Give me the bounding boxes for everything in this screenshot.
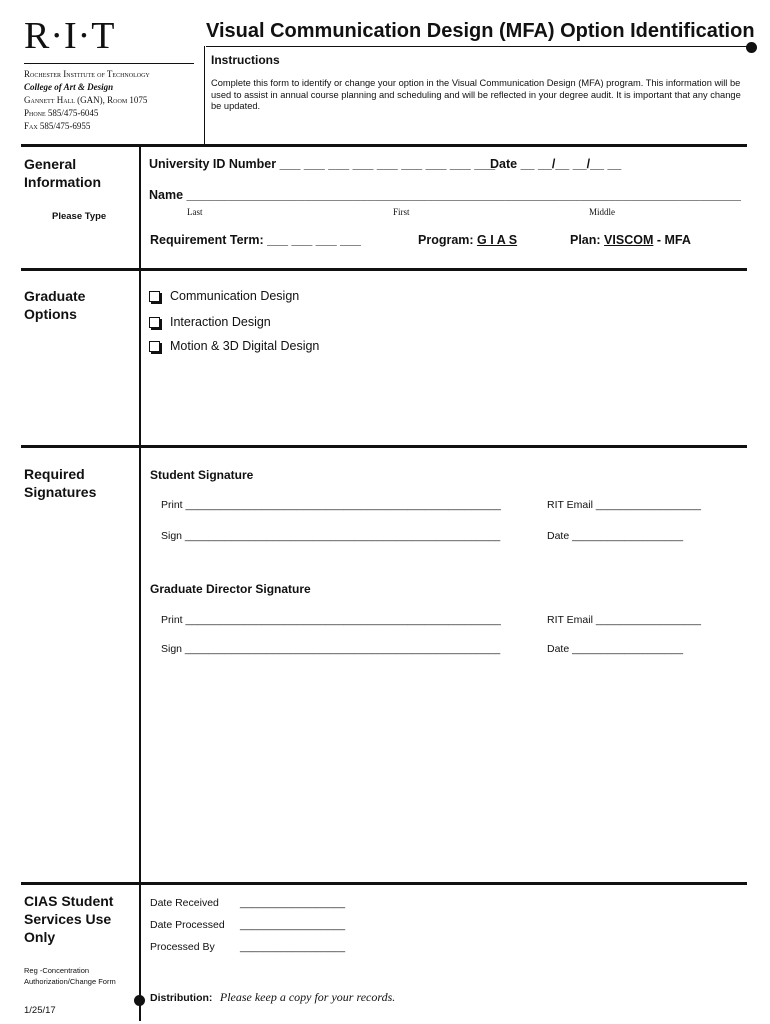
requirement-term-field[interactable]: Requirement Term: ___ ___ ___ ___ xyxy=(150,233,361,247)
office-use-heading: CIAS Student Services Use Only xyxy=(24,893,114,945)
director-signature-heading: Graduate Director Signature xyxy=(150,582,311,596)
student-email-field[interactable]: RIT Email __________________ xyxy=(547,499,701,511)
general-information-heading: General Information xyxy=(24,156,101,190)
director-email-field[interactable]: RIT Email __________________ xyxy=(547,614,701,626)
date-processed-label: Date Processed xyxy=(150,919,225,931)
institute-name: Rochester Institute of Technology xyxy=(24,69,150,79)
student-date-field[interactable]: Date ___________________ xyxy=(547,530,684,542)
rit-logo: R·I·T xyxy=(24,15,116,57)
plan-field: Plan: VISCOM - MFA xyxy=(570,233,691,247)
distribution-text: Please keep a copy for your records. xyxy=(219,990,396,1004)
fax: Fax 585/475-6955 xyxy=(24,121,91,131)
instructions-heading: Instructions xyxy=(211,53,280,67)
last-name-field[interactable]: Name ______________________________ xyxy=(149,188,396,202)
checkbox-icon[interactable] xyxy=(149,341,160,352)
date-field[interactable]: Date __ __/__ __/__ __ xyxy=(490,157,622,171)
version-date: 1/25/17 xyxy=(24,1005,56,1016)
option-interaction-design[interactable]: Interaction Design xyxy=(149,315,271,329)
required-signatures-heading: Required Signatures xyxy=(24,466,97,500)
middle-name-field[interactable]: ______________________ xyxy=(588,188,741,202)
phone: Phone 585/475-6045 xyxy=(24,108,99,118)
last-caption: Last xyxy=(187,207,203,217)
sidebar-divider xyxy=(139,146,141,1021)
form-title: Visual Communication Design (MFA) Option Identification xyxy=(206,20,755,42)
program-field: Program: G I A S xyxy=(418,233,518,247)
section-rule xyxy=(21,268,747,271)
form-note-2: Authorization/Change Form xyxy=(24,977,116,986)
option-communication-design[interactable]: Communication Design xyxy=(149,289,299,303)
header-divider xyxy=(204,46,205,144)
university-id-field[interactable]: University ID Number ___ ___ ___ ___ ___ ___ ___ ___ ___ xyxy=(149,157,496,171)
instructions-text: Complete this form to identify or change your option in the Visual Communication Design (MFA) program. This information will be used to assist in annual course planning and scheduling and will be reflected in your degree audit. It is important that any change be updated. xyxy=(211,78,741,111)
logo-divider xyxy=(24,63,194,64)
date-received-field[interactable]: __________________ xyxy=(240,897,346,909)
college-name: College of Art & Design xyxy=(24,82,114,92)
graduate-options-heading: Graduate Options xyxy=(24,288,86,322)
checkbox-icon[interactable] xyxy=(149,291,160,302)
director-print-field[interactable]: Print ______________________________________________________ xyxy=(161,614,501,626)
processed-by-label: Processed By xyxy=(150,941,215,953)
date-received-label: Date Received xyxy=(150,897,219,909)
checkbox-icon[interactable] xyxy=(149,317,160,328)
student-print-field[interactable]: Print ______________________________________________________ xyxy=(161,499,501,511)
program-value: G I A S xyxy=(477,233,518,247)
section-rule xyxy=(21,445,747,448)
first-caption: First xyxy=(393,207,410,217)
processed-by-field[interactable]: __________________ xyxy=(240,941,346,953)
student-signature-heading: Student Signature xyxy=(150,468,254,482)
date-processed-field[interactable]: __________________ xyxy=(240,919,346,931)
director-sign-field[interactable]: Sign ______________________________________________________ xyxy=(161,643,501,655)
option-motion-3d-digital-design[interactable]: Motion & 3D Digital Design xyxy=(149,339,319,353)
title-rule xyxy=(206,46,750,47)
bullet-dot xyxy=(746,42,757,53)
student-sign-field[interactable]: Sign ______________________________________________________ xyxy=(161,530,501,542)
form-note-1: Reg -Concentration xyxy=(24,966,90,975)
please-type-note: Please Type xyxy=(52,211,107,222)
first-name-field[interactable]: ______________________________ xyxy=(393,188,602,202)
bullet-dot xyxy=(134,995,145,1006)
director-date-field[interactable]: Date ___________________ xyxy=(547,643,684,655)
section-rule xyxy=(21,882,747,885)
section-rule xyxy=(21,144,747,147)
plan-value: VISCOM xyxy=(604,233,654,247)
distribution-label: Distribution: xyxy=(150,992,213,1004)
address: Gannett Hall (GAN), Room 1075 xyxy=(24,95,148,105)
distribution-note xyxy=(150,988,395,1006)
middle-caption: Middle xyxy=(589,207,615,217)
